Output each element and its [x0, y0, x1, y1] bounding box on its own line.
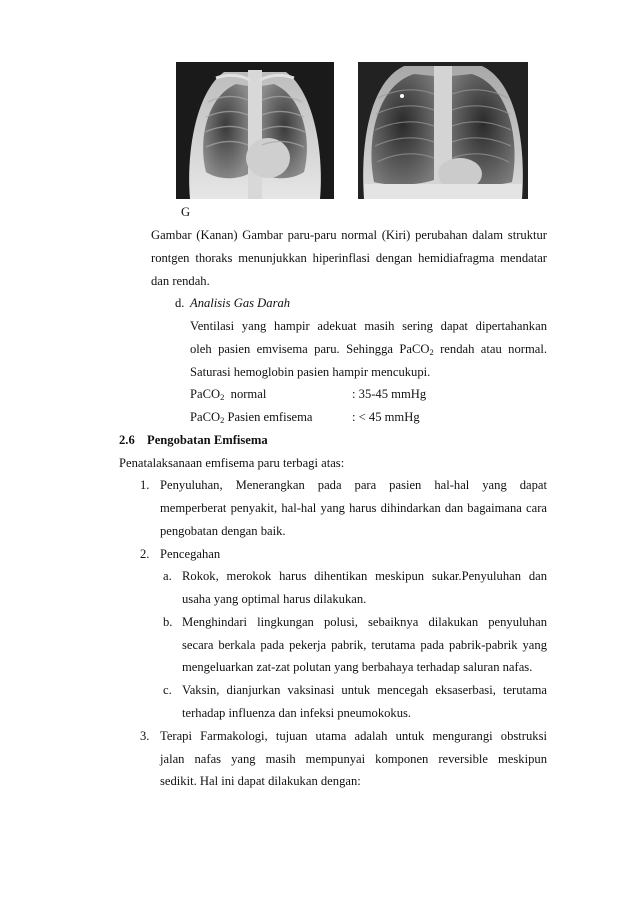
section-intro: Penatalaksanaan emfisema paru terbagi atas:	[119, 456, 345, 470]
xray-emphysema-image	[358, 62, 528, 199]
gas-para-line-2-tail: rendah atau normal.	[433, 342, 547, 356]
item-3-marker: 3.	[140, 729, 150, 743]
item-2c-line-2: terhadap influenza dan infeksi pneumokokus.	[182, 706, 412, 720]
gas-marker: d.	[175, 296, 185, 310]
gas-row-emfisema-label-tail: Pasien emfisema	[224, 410, 313, 424]
item-2b-marker: b.	[163, 615, 173, 629]
item-2-label: Pencegahan	[160, 547, 221, 561]
figure-caption-line-3: dan rendah.	[151, 274, 210, 288]
gas-row-emfisema-label-main: PaCO	[190, 410, 221, 424]
item-2a-marker: a.	[163, 569, 172, 583]
item-3-line-1: Terapi Farmakologi, tujuan utama adalah untuk mengurangi obstruksi	[160, 729, 547, 743]
item-2c-line-1: Vaksin, dianjurkan vaksinasi untuk mencegah eksaserbasi, terutama	[182, 683, 547, 697]
gas-row-emfisema-value: : < 45 mmHg	[352, 410, 420, 424]
item-2c-marker: c.	[163, 683, 172, 697]
item-3-line-2: jalan nafas yang masih mempunyai komponen reversible meskipun	[160, 752, 547, 766]
item-2b-line-2: secara berkala pada pekerja pabrik, terutama pada pabrik-pabrik yang	[182, 638, 547, 652]
gas-row-normal-value: : 35-45 mmHg	[352, 387, 427, 401]
gas-row-normal-label	[190, 386, 266, 402]
gas-row-normal-label-main: PaCO	[190, 387, 221, 401]
item-1-line-1: Penyuluhan, Menerangkan pada para pasien hal-hal yang dapat	[160, 478, 547, 492]
gas-row-emfisema-label	[190, 409, 312, 425]
item-1-line-2: memperberat penyakit, hal-hal yang harus dihindarkan dan bagaimana cara	[160, 501, 547, 515]
item-2a-line-1: Rokok, merokok harus dihentikan meskipun sukar.Penyuluhan dan	[182, 569, 547, 583]
gas-para-line-3: Saturasi hemoglobin pasien hampir mencukupi.	[190, 365, 431, 379]
figure-caption-line-2: rontgen thoraks menunjukkan hiperinflasi dengan hemidiafragma mendatar	[151, 251, 547, 265]
section-title: Pengobatan Emfisema	[147, 433, 268, 447]
item-1-line-3: pengobatan dengan baik.	[160, 524, 286, 538]
item-2a-line-2: usaha yang optimal harus dilakukan.	[182, 592, 367, 606]
xray-emphysema-drawing	[358, 62, 528, 199]
gas-para-line-2-main: oleh pasien emvisema paru. Sehingga PaCO	[190, 342, 430, 356]
gas-para-line-2	[190, 341, 547, 357]
figure-caption-line-1: Gambar (Kanan) Gambar paru-paru normal (Kiri) perubahan dalam struktur	[151, 228, 547, 242]
gas-para-line-1: Ventilasi yang hampir adekuat masih sering dapat dipertahankan	[190, 319, 547, 333]
gas-title: Analisis Gas Darah	[190, 296, 291, 310]
gas-row-normal-sub: 2	[220, 392, 225, 402]
item-2-marker: 2.	[140, 547, 150, 561]
gas-row-normal-label-tail: normal	[224, 387, 267, 401]
section-number: 2.6	[119, 433, 135, 447]
item-2b-line-3: mengeluarkan zat-zat polutan yang berbahaya terhadap saluran nafas.	[182, 660, 533, 674]
gas-row-emfisema-sub: 2	[220, 415, 225, 425]
xray-normal-image	[176, 62, 334, 199]
xray-normal-drawing	[176, 62, 334, 199]
item-2b-line-1: Menghindari lingkungan polusi, sebaiknya dilakukan penyuluhan	[182, 615, 547, 629]
gas-para-line-2-sub: 2	[429, 347, 434, 357]
figure-caption-letter: G	[181, 205, 191, 219]
item-3-line-3: sedikit. Hal ini dapat dilakukan dengan:	[160, 774, 361, 788]
item-1-marker: 1.	[140, 478, 150, 492]
